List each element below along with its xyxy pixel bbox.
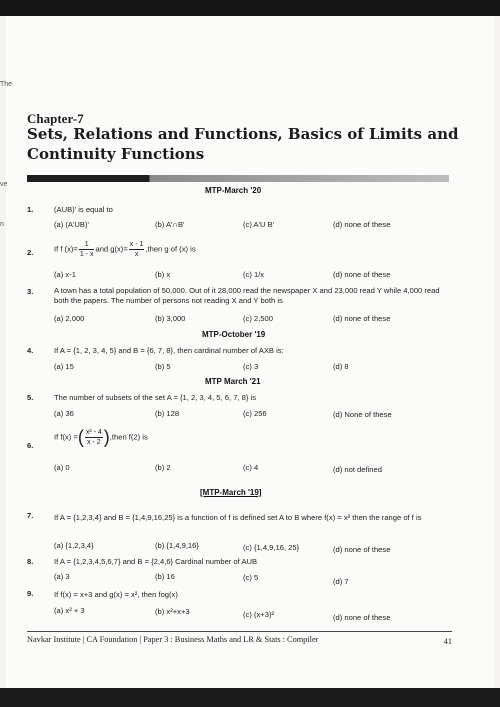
title-rule	[27, 175, 449, 182]
option-b: (b) 16	[155, 572, 175, 581]
question-text: If A = {1,2,3,4} and B = {1,4,9,16,25} is a function of f is defined set A to B where f(x) = x² then the range of f is	[54, 513, 422, 522]
option-c: (c) 4	[243, 463, 259, 472]
question-number: 3.	[27, 287, 34, 296]
question-text: A town has a total population of 50,000. Out of it 28,000 read the newspaper X and 23,000 read Y while 4,000 read both the papers. The number of persons not reading X and Y both is	[54, 286, 440, 305]
question-number: 4.	[27, 346, 34, 355]
option-d: (d) none of these	[333, 613, 391, 622]
option-d: (d) none of these	[333, 270, 391, 279]
option-c: (c) 3	[243, 362, 259, 371]
option-a: (a) 15	[54, 362, 74, 371]
option-b: (b) x²+x+3	[155, 607, 190, 616]
option-d: (d) None of these	[333, 410, 392, 419]
question-number: 9.	[27, 589, 34, 598]
section-mtp-march-20: MTP-March '20	[205, 186, 262, 195]
option-a: (a) (A'UB)'	[54, 220, 89, 229]
fraction-numerator: 1	[79, 240, 95, 250]
option-a: (a) 2,000	[54, 314, 85, 323]
formula-prefix: If f(x) =	[54, 432, 78, 442]
fraction-f	[79, 240, 95, 259]
formula-prefix: If f (x)=	[54, 244, 78, 254]
edge-text-low: n	[0, 221, 4, 228]
page-number: 41	[443, 637, 452, 646]
option-c: (c) 5	[243, 573, 259, 582]
option-c: (c) {1,4,9,16, 25}	[243, 543, 300, 552]
formula-suffix: ,then f(2) is	[109, 432, 148, 442]
question-text: If f(x) = x+3 and g(x) = x², then fog(x)	[54, 590, 178, 599]
scan-bottom-border	[0, 688, 500, 707]
option-a: (a) {1,2,3,4}	[54, 541, 94, 550]
option-d: (d) not defined	[333, 465, 382, 474]
footer-text: Navkar Institute | CA Foundation | Paper 3 : Business Maths and LR & Stats : Compiler	[27, 635, 319, 644]
option-d: (d) none of these	[333, 220, 391, 229]
option-a: (a) x-1	[54, 270, 76, 279]
question-number: 7.	[27, 511, 34, 520]
option-d: (d) none of these	[333, 314, 391, 323]
question-text: (AUB)' is equal to	[54, 205, 113, 214]
question-number: 2.	[27, 248, 34, 257]
question-text: If A = {1,2,3,4,5,6,7} and B = {2,4,6} Cardinal number of AUB	[54, 557, 258, 566]
chapter-label: Chapter-7	[27, 111, 84, 126]
fraction-g	[129, 240, 145, 259]
question-number: 8.	[27, 557, 34, 566]
fraction-denominator: x - 2	[87, 439, 101, 446]
option-a: (a) 36	[54, 409, 74, 418]
option-d: (d) none of these	[333, 545, 391, 554]
option-b: (b) A'∩B'	[155, 220, 185, 229]
question-number: 1.	[27, 205, 34, 214]
fraction-denominator: x	[134, 251, 139, 258]
fraction-denominator: 1 - x	[79, 251, 94, 258]
option-b: (b) 5	[155, 362, 171, 371]
question-number: 5.	[27, 393, 34, 402]
option-b: (b) 2	[155, 463, 171, 472]
fraction-numerator: x - 1	[129, 241, 144, 248]
option-d: (d) 7	[333, 577, 349, 586]
question-text: If f(x) =( $\frac{\text{x² - 4}}{x - 2}$ ),then f(2) is	[54, 427, 148, 447]
formula-suffix: ,then g of (x) is	[145, 244, 196, 254]
page-footer	[27, 631, 452, 644]
option-b: (b) 3,000	[155, 314, 186, 323]
fraction-numerator: x² - 4	[85, 429, 102, 436]
option-c: (c) 2,500	[243, 314, 273, 323]
formula-middle: and g(x)=	[95, 244, 128, 254]
option-b: (b) x	[155, 270, 171, 279]
question-text: The number of subsets of the set A = {1, 2, 3, 4, 5, 6, 7, 8} is	[54, 393, 256, 402]
question-text	[54, 240, 196, 259]
option-a: (a) x² + 3	[54, 606, 85, 615]
question-number: 6.	[27, 441, 34, 450]
section-mtp-march-21: MTP March '21	[205, 377, 261, 386]
fraction	[85, 428, 103, 447]
option-a: (a) 0	[54, 463, 70, 472]
option-b: (b) 128	[155, 409, 180, 418]
section-mtp-march-19: [MTP-March '19]	[200, 488, 262, 497]
option-c: (c) 1/x	[243, 270, 265, 279]
option-c: (c) (x+3)²	[243, 610, 275, 619]
chapter-title: Sets, Relations and Functions, Basics of Limits and Continuity Functions	[27, 125, 459, 163]
option-c: (c) 256	[243, 409, 267, 418]
section-mtp-october-19: MTP-October '19	[202, 330, 266, 339]
option-b: (b) {1,4,9,16}	[155, 541, 199, 550]
question-text: If A = {1, 2, 3, 4, 5} and B = {6, 7, 8}, then cardinal number of AXB is:	[54, 346, 284, 355]
edge-text-mid: ve	[0, 181, 8, 188]
option-c: (c) A'U B'	[243, 220, 275, 229]
option-d: (d) 8	[333, 362, 349, 371]
option-a: (a) 3	[54, 572, 70, 581]
scan-top-border	[0, 0, 500, 16]
edge-text-top: The	[0, 81, 13, 88]
